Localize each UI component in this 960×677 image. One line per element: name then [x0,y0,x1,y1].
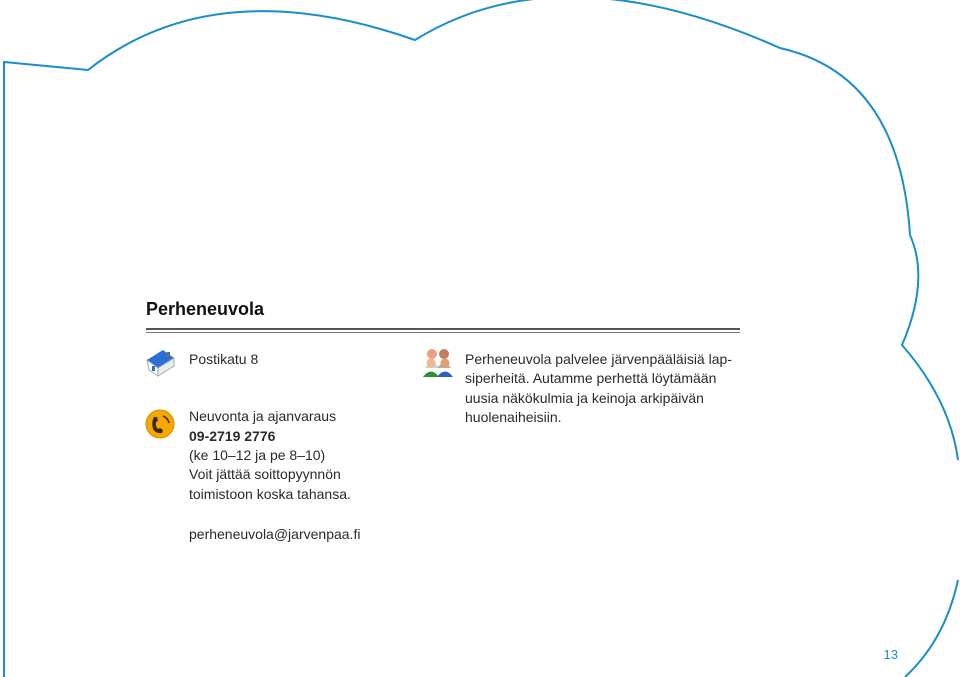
phone-number[interactable]: 09-2719 2776 [189,428,276,444]
page-title: Perheneuvola [146,299,265,319]
title-rule [146,328,740,330]
email-link[interactable]: perheneuvola@jarvenpaa.fi [189,526,361,542]
page-number: 13 [883,647,898,662]
office-hours: (ke 10–12 ja pe 8–10) [189,447,326,463]
callback-note-line1: Voit jättää soittopyynnön [189,466,341,482]
description-line1: Perheneuvola palvelee järvenpääläisiä lap- [465,351,732,367]
phone-icon [144,408,176,440]
description-line2: siperheitä. Autamme perhettä löytämään [465,370,717,386]
description-line4: huolenaiheisiin. [465,409,562,425]
house-icon [143,346,177,378]
title-rule-thin [146,332,740,333]
address-text: Postikatu 8 [189,351,259,367]
people-icon [420,346,456,378]
description-line3: uusia näkökulmia ja keinoja arkipäivän [465,390,704,406]
contact-heading: Neuvonta ja ajanvaraus [189,408,337,424]
callback-note-line2: toimistoon koska tahansa. [189,486,351,502]
